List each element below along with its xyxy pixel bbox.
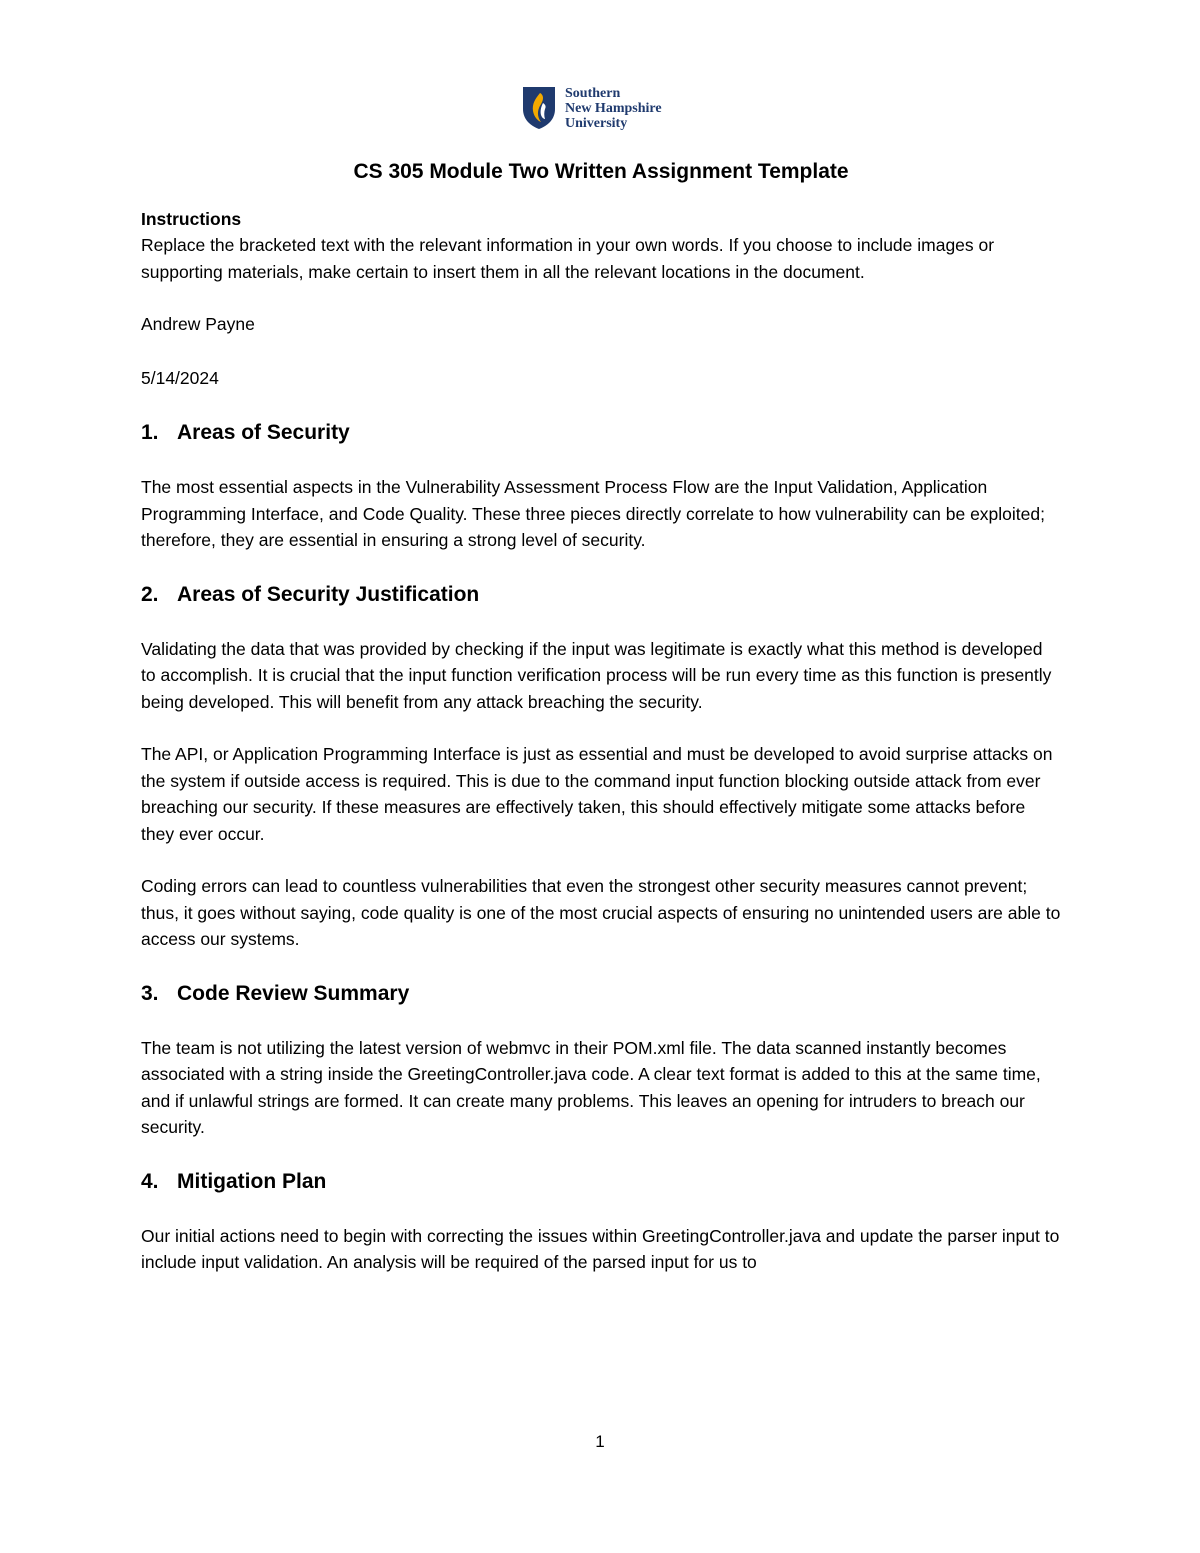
instructions-text: Replace the bracketed text with the relevant information in your own words. If you choose to include images or supporting materials, make certain to insert them in all the relevant locations in the document. (141, 235, 995, 282)
logo-wordmark (565, 86, 662, 131)
shield-flame-icon (521, 85, 557, 131)
logo-line-3: University (565, 115, 628, 131)
section-paragraph: The most essential aspects in the Vulnerability Assessment Process Flow are the Input Validation, Application Programming Interface, and Code Quality. These three pieces directly correlate to how vulnerability can be exploited; therefore, they are essential in ensuring a strong level of security. (141, 477, 1045, 550)
section-heading-mitigation-plan (141, 1167, 1061, 1197)
instructions-label: Instructions (141, 209, 242, 229)
section-number: 3. (141, 981, 159, 1005)
section-number: 4. (141, 1169, 159, 1193)
logo-line-1: Southern (565, 85, 621, 101)
section-heading-areas-of-security (141, 418, 1061, 448)
section-paragraph: The team is not utilizing the latest version of webmvc in their POM.xml file. The data scanned instantly becomes associated with a string inside the GreetingController.java code. A clear text format is added to this at the same time, and if unlawful strings are formed. It can create many problems. This leaves an opening for intruders to breach our security. (141, 1037, 1041, 1137)
section-paragraph: Our initial actions need to begin with correcting the issues within GreetingController.java and update the parser input to include input validation. An analysis will be required of the parsed input for us to (141, 1225, 1060, 1272)
section-title: Code Review Summary (177, 981, 410, 1005)
page-number: 1 (595, 1432, 605, 1451)
section-title: Areas of Security Justification (177, 582, 480, 606)
section-number: 2. (141, 582, 159, 606)
document-date: 5/14/2024 (141, 367, 219, 388)
section-paragraph: Coding errors can lead to countless vulnerabilities that even the strongest other security measures cannot prevent; thus, it goes without saying, code quality is one of the most crucial aspects of ensuring no unintended users are able to access our systems. (141, 876, 1061, 949)
section-title: Areas of Security (177, 421, 350, 444)
logo-line-2: New Hampshire (565, 100, 662, 116)
section-paragraph: Validating the data that was provided by checking if the input was legitimate is exactly what this method is developed to accomplish. It is crucial that the input function verification process will be run every time as this function is presently being developed. This will benefit from any attack breaching the security. (141, 638, 1052, 712)
section-number: 1. (141, 421, 159, 444)
author-name: Andrew Payne (141, 314, 255, 334)
section-heading-code-review (141, 979, 1061, 1009)
university-logo (521, 84, 662, 132)
section-paragraph: The API, or Application Programming Interface is just as essential and must be developed to avoid surprise attacks on the system if outside access is required. This is due to the command input function blocking outside attack from ever breaching our security. If these measures are effectively taken, this should effectively mitigate some attacks before they ever occur. (141, 744, 1053, 844)
section-heading-justification (141, 580, 1061, 610)
document-body (141, 160, 1061, 1302)
document-title: CS 305 Module Two Written Assignment Template (353, 160, 849, 183)
section-title: Mitigation Plan (177, 1169, 327, 1193)
